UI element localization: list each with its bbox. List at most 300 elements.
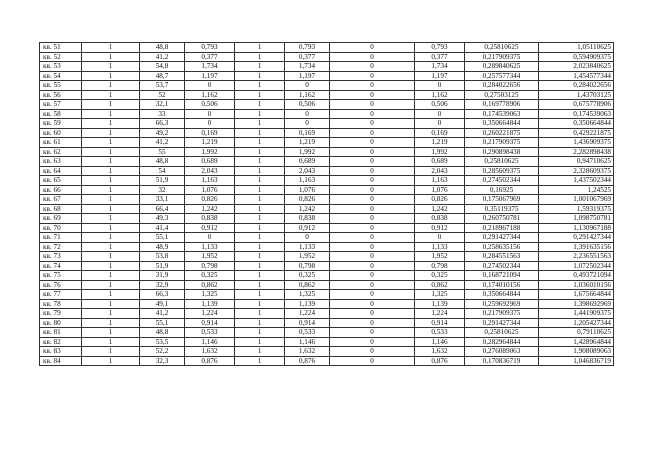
- table-cell: 0,325: [415, 271, 465, 281]
- table-cell: 0,282964844: [465, 337, 539, 347]
- table-cell: 1: [235, 252, 285, 262]
- table-cell: 41,4: [140, 223, 185, 233]
- table-cell: 1,163: [415, 176, 465, 186]
- table-cell: 1,325: [415, 290, 465, 300]
- table-cell: 1: [235, 347, 285, 357]
- table-cell: 2,023840625: [539, 62, 614, 72]
- table-row: [40, 90, 614, 100]
- table-cell: 0,217909375: [465, 309, 539, 319]
- table-cell: 0,94710625: [539, 157, 614, 167]
- table-cell: 0,689: [285, 157, 330, 167]
- table-cell: 1,952: [415, 252, 465, 262]
- table-cell: 1,197: [185, 71, 235, 81]
- table-cell: 1,224: [285, 309, 330, 319]
- table-cell: 32,9: [140, 280, 185, 290]
- table-cell: 1: [235, 309, 285, 319]
- table-cell: 1,908089063: [539, 347, 614, 357]
- table-cell: 1,146: [415, 337, 465, 347]
- table-cell: 1,219: [185, 138, 235, 148]
- table-cell: 1: [82, 271, 140, 281]
- apartment-label-cell: кв. 74: [40, 261, 82, 271]
- table-cell: 0,350664844: [539, 119, 614, 129]
- table-cell: 1: [82, 176, 140, 186]
- table-cell: 1: [82, 280, 140, 290]
- table-cell: 1: [82, 347, 140, 357]
- table-cell: 0: [415, 109, 465, 119]
- table-cell: 1: [82, 119, 140, 129]
- table-cell: 0,876: [285, 356, 330, 366]
- table-cell: 0,914: [285, 318, 330, 328]
- table-cell: 1: [235, 157, 285, 167]
- table-cell: 0: [330, 138, 415, 148]
- table-cell: 1,001067969: [539, 195, 614, 205]
- table-cell: 0,506: [185, 100, 235, 110]
- table-cell: 0,793: [285, 43, 330, 53]
- table-cell: 0: [330, 62, 415, 72]
- table-cell: 0: [330, 318, 415, 328]
- table-cell: 55,1: [140, 233, 185, 243]
- table-cell: 66,4: [140, 204, 185, 214]
- table-row: [40, 309, 614, 319]
- table-cell: 1,734: [185, 62, 235, 72]
- table-cell: 1,952: [185, 252, 235, 262]
- table-row: [40, 337, 614, 347]
- table-cell: 0,290898438: [465, 147, 539, 157]
- table-cell: 1: [235, 176, 285, 186]
- table-cell: 0: [415, 119, 465, 129]
- apartment-label-cell: кв. 60: [40, 128, 82, 138]
- table-cell: 1,076: [285, 185, 330, 195]
- table-cell: 0,350664844: [465, 119, 539, 129]
- table-cell: 1,197: [415, 71, 465, 81]
- table-cell: 0: [330, 204, 415, 214]
- table-cell: 0,217909375: [465, 138, 539, 148]
- table-cell: 0,826: [415, 195, 465, 205]
- table-cell: 0: [330, 52, 415, 62]
- table-cell: 0,862: [285, 280, 330, 290]
- table-cell: 0,533: [285, 328, 330, 338]
- apartment-label-cell: кв. 54: [40, 71, 82, 81]
- table-cell: 0: [330, 119, 415, 129]
- table-cell: 0,79110625: [539, 328, 614, 338]
- table-cell: 1: [82, 223, 140, 233]
- table-cell: 32,3: [140, 356, 185, 366]
- apartment-label-cell: кв. 58: [40, 109, 82, 119]
- table-cell: 1: [235, 271, 285, 281]
- apartment-label-cell: кв. 83: [40, 347, 82, 357]
- table-row: [40, 128, 614, 138]
- table-cell: 0,914: [415, 318, 465, 328]
- table-cell: 1: [235, 43, 285, 53]
- table-row: [40, 318, 614, 328]
- apartment-data-table: [39, 42, 614, 366]
- table-cell: 0,169778906: [465, 100, 539, 110]
- table-cell: 0,325: [285, 271, 330, 281]
- table-cell: 54,8: [140, 62, 185, 72]
- table-cell: 1,162: [285, 90, 330, 100]
- table-cell: 1,076: [415, 185, 465, 195]
- table-cell: 0,862: [185, 280, 235, 290]
- table-cell: 1: [82, 185, 140, 195]
- table-cell: 1,046836719: [539, 356, 614, 366]
- apartment-label-cell: кв. 51: [40, 43, 82, 53]
- table-cell: 0,793: [415, 43, 465, 53]
- table-cell: 1: [82, 261, 140, 271]
- table-cell: 0,594909375: [539, 52, 614, 62]
- table-cell: 0,274502344: [465, 176, 539, 186]
- apartment-label-cell: кв. 78: [40, 299, 82, 309]
- apartment-label-cell: кв. 82: [40, 337, 82, 347]
- table-cell: 0: [185, 109, 235, 119]
- table-cell: 1: [82, 233, 140, 243]
- table-cell: 0: [330, 299, 415, 309]
- table-cell: 1: [82, 100, 140, 110]
- table-row: [40, 176, 614, 186]
- table-cell: 0,284022656: [465, 81, 539, 91]
- table-cell: 0: [285, 81, 330, 91]
- table-cell: 0: [330, 242, 415, 252]
- table-cell: 1: [235, 100, 285, 110]
- table-cell: 0,169: [415, 128, 465, 138]
- apartment-label-cell: кв. 71: [40, 233, 82, 243]
- table-cell: 1: [82, 109, 140, 119]
- table-cell: 1: [235, 185, 285, 195]
- table-cell: 2,043: [185, 166, 235, 176]
- table-cell: 1: [235, 52, 285, 62]
- table-row: [40, 347, 614, 357]
- table-cell: 0,25810625: [465, 43, 539, 53]
- apartment-label-cell: кв. 67: [40, 195, 82, 205]
- table-body: [40, 43, 614, 366]
- table-cell: 0,260750781: [465, 214, 539, 224]
- table-cell: 1: [82, 147, 140, 157]
- table-cell: 1: [82, 195, 140, 205]
- table-cell: 1: [82, 138, 140, 148]
- table-row: [40, 299, 614, 309]
- table-cell: 1,398692969: [539, 299, 614, 309]
- table-cell: 1: [235, 62, 285, 72]
- table-cell: 0,168721094: [465, 271, 539, 281]
- table-cell: 0,285609375: [465, 166, 539, 176]
- table-cell: 1: [235, 214, 285, 224]
- table-cell: 31,9: [140, 271, 185, 281]
- table-cell: 1,428964844: [539, 337, 614, 347]
- table-row: [40, 71, 614, 81]
- table-cell: 0,793: [185, 43, 235, 53]
- table-cell: 0: [285, 109, 330, 119]
- table-cell: 1: [82, 43, 140, 53]
- table-cell: 0: [185, 81, 235, 91]
- table-cell: 32,1: [140, 100, 185, 110]
- table-cell: 1,632: [415, 347, 465, 357]
- table-cell: 0: [330, 223, 415, 233]
- table-cell: 1: [82, 204, 140, 214]
- table-cell: 0: [330, 214, 415, 224]
- table-row: [40, 261, 614, 271]
- table-cell: 1,224: [415, 309, 465, 319]
- table-cell: 52: [140, 90, 185, 100]
- table-cell: 1: [235, 242, 285, 252]
- table-cell: 0: [330, 309, 415, 319]
- table-cell: 0,169: [185, 128, 235, 138]
- table-cell: 33,1: [140, 195, 185, 205]
- table-cell: 1: [82, 62, 140, 72]
- table-cell: 0,798: [285, 261, 330, 271]
- table-cell: 1,242: [285, 204, 330, 214]
- table-cell: 0: [330, 290, 415, 300]
- table-cell: 1,072502344: [539, 261, 614, 271]
- table-row: [40, 109, 614, 119]
- table-cell: 49,2: [140, 128, 185, 138]
- table-row: [40, 252, 614, 262]
- table-cell: 1,242: [185, 204, 235, 214]
- table-cell: 1,139: [415, 299, 465, 309]
- table-cell: 0,291427344: [539, 233, 614, 243]
- table-row: [40, 185, 614, 195]
- table-cell: 1: [235, 233, 285, 243]
- table-cell: 0,838: [185, 214, 235, 224]
- table-cell: 33: [140, 109, 185, 119]
- table-cell: 0: [330, 195, 415, 205]
- table-cell: 1: [82, 157, 140, 167]
- apartment-label-cell: кв. 62: [40, 147, 82, 157]
- table-cell: 0,675778906: [539, 100, 614, 110]
- table-cell: 0,533: [415, 328, 465, 338]
- table-row: [40, 81, 614, 91]
- table-cell: 0,377: [185, 52, 235, 62]
- table-cell: 1,632: [285, 347, 330, 357]
- table-row: [40, 204, 614, 214]
- table-cell: 1,133: [185, 242, 235, 252]
- table-cell: 1: [82, 337, 140, 347]
- table-cell: 0,276089063: [465, 347, 539, 357]
- table-row: [40, 214, 614, 224]
- table-cell: 1: [82, 356, 140, 366]
- table-cell: 1,146: [185, 337, 235, 347]
- table-cell: 0,377: [415, 52, 465, 62]
- table-cell: 0,169: [285, 128, 330, 138]
- table-cell: 0,914: [185, 318, 235, 328]
- table-cell: 1: [235, 119, 285, 129]
- table-cell: 2,282898438: [539, 147, 614, 157]
- table-cell: 0,826: [185, 195, 235, 205]
- table-cell: 1: [235, 81, 285, 91]
- table-cell: 48,8: [140, 328, 185, 338]
- table-cell: 0: [330, 261, 415, 271]
- table-cell: 1,675664844: [539, 290, 614, 300]
- table-cell: 2,043: [285, 166, 330, 176]
- table-cell: 0: [185, 233, 235, 243]
- table-cell: 0,274502344: [465, 261, 539, 271]
- table-cell: 1: [82, 71, 140, 81]
- table-cell: 1: [235, 337, 285, 347]
- table-cell: 0,689: [185, 157, 235, 167]
- table-cell: 0: [330, 356, 415, 366]
- table-cell: 0,284022656: [539, 81, 614, 91]
- table-cell: 1,242: [415, 204, 465, 214]
- table-cell: 0: [330, 147, 415, 157]
- table-row: [40, 100, 614, 110]
- apartment-label-cell: кв. 73: [40, 252, 82, 262]
- table-cell: 1: [82, 81, 140, 91]
- apartment-label-cell: кв. 63: [40, 157, 82, 167]
- table-cell: 0,217909375: [465, 52, 539, 62]
- table-cell: 0: [330, 185, 415, 195]
- table-cell: 0,506: [285, 100, 330, 110]
- table-cell: 1: [82, 214, 140, 224]
- table-cell: 48,9: [140, 242, 185, 252]
- table-cell: 0: [330, 43, 415, 53]
- table-cell: 1: [235, 290, 285, 300]
- table-cell: 1,43703125: [539, 90, 614, 100]
- table-cell: 1,139: [285, 299, 330, 309]
- table-cell: 1: [235, 223, 285, 233]
- table-cell: 1,219: [415, 138, 465, 148]
- table-cell: 0: [330, 90, 415, 100]
- table-cell: 48,8: [140, 43, 185, 53]
- apartment-label-cell: кв. 57: [40, 100, 82, 110]
- table-cell: 2,236551563: [539, 252, 614, 262]
- apartment-label-cell: кв. 52: [40, 52, 82, 62]
- table-cell: 0: [330, 100, 415, 110]
- table-cell: 48,8: [140, 157, 185, 167]
- table-cell: 1,139: [185, 299, 235, 309]
- table-cell: 0: [415, 81, 465, 91]
- table-cell: 1,133: [285, 242, 330, 252]
- table-cell: 0,175067969: [465, 195, 539, 205]
- table-cell: 1: [235, 356, 285, 366]
- table-cell: 1: [235, 71, 285, 81]
- table-row: [40, 271, 614, 281]
- table-cell: 0,174539063: [539, 109, 614, 119]
- table-row: [40, 290, 614, 300]
- table-row: [40, 280, 614, 290]
- table-cell: 1,076: [185, 185, 235, 195]
- table-cell: 1,325: [285, 290, 330, 300]
- table-cell: 1: [235, 280, 285, 290]
- table-cell: 1: [82, 252, 140, 262]
- apartment-label-cell: кв. 53: [40, 62, 82, 72]
- table-cell: 1,05110625: [539, 43, 614, 53]
- table-cell: 1: [82, 309, 140, 319]
- table-cell: 1: [82, 290, 140, 300]
- apartment-label-cell: кв. 77: [40, 290, 82, 300]
- table-cell: 0: [330, 81, 415, 91]
- table-cell: 0: [330, 233, 415, 243]
- table-row: [40, 147, 614, 157]
- table-cell: 1,992: [185, 147, 235, 157]
- apartment-label-cell: кв. 75: [40, 271, 82, 281]
- table-cell: 0,429221875: [539, 128, 614, 138]
- table-cell: 0,912: [185, 223, 235, 233]
- apartment-label-cell: кв. 56: [40, 90, 82, 100]
- table-cell: 0: [330, 337, 415, 347]
- apartment-label-cell: кв. 66: [40, 185, 82, 195]
- table-row: [40, 242, 614, 252]
- apartment-label-cell: кв. 55: [40, 81, 82, 91]
- table-cell: 1: [82, 299, 140, 309]
- table-cell: 51,9: [140, 176, 185, 186]
- table-cell: 1: [235, 109, 285, 119]
- table-cell: 0,325: [185, 271, 235, 281]
- table-cell: 0: [330, 347, 415, 357]
- table-cell: 0: [330, 128, 415, 138]
- table-cell: 0,218967188: [465, 223, 539, 233]
- table-row: [40, 356, 614, 366]
- table-cell: 1,952: [285, 252, 330, 262]
- table-cell: 1,219: [285, 138, 330, 148]
- apartment-label-cell: кв. 61: [40, 138, 82, 148]
- table-cell: 1: [235, 90, 285, 100]
- table-cell: 0: [330, 71, 415, 81]
- table-cell: 0,25810625: [465, 157, 539, 167]
- apartment-label-cell: кв. 81: [40, 328, 82, 338]
- table-row: [40, 223, 614, 233]
- table-cell: 1: [82, 318, 140, 328]
- table-row: [40, 62, 614, 72]
- table-row: [40, 328, 614, 338]
- table-cell: 52,2: [140, 347, 185, 357]
- table-cell: 1,163: [285, 176, 330, 186]
- table-row: [40, 52, 614, 62]
- table-cell: 0: [415, 233, 465, 243]
- table-cell: 1,036010156: [539, 280, 614, 290]
- table-cell: 1,205427344: [539, 318, 614, 328]
- table-row: [40, 119, 614, 129]
- table-cell: 0,260221875: [465, 128, 539, 138]
- table-cell: 1,992: [285, 147, 330, 157]
- table-cell: 54: [140, 166, 185, 176]
- table-cell: 0,174010156: [465, 280, 539, 290]
- table-cell: 0,284551563: [465, 252, 539, 262]
- table-cell: 0,506: [415, 100, 465, 110]
- table-cell: 55: [140, 147, 185, 157]
- table-cell: 1: [235, 318, 285, 328]
- apartment-label-cell: кв. 79: [40, 309, 82, 319]
- table-cell: 0: [285, 119, 330, 129]
- table-cell: 1: [82, 166, 140, 176]
- table-row: [40, 138, 614, 148]
- table-cell: 1,325: [185, 290, 235, 300]
- table-cell: 0,257577344: [465, 71, 539, 81]
- table-cell: 1: [82, 242, 140, 252]
- table-cell: 0: [330, 157, 415, 167]
- table-cell: 1,454577344: [539, 71, 614, 81]
- table-cell: 32: [140, 185, 185, 195]
- table-cell: 1,632: [185, 347, 235, 357]
- table-cell: 1: [235, 147, 285, 157]
- table-cell: 0,876: [415, 356, 465, 366]
- table-cell: 1: [235, 261, 285, 271]
- table-cell: 53,7: [140, 81, 185, 91]
- table-cell: 1,734: [285, 62, 330, 72]
- table-cell: 1,734: [415, 62, 465, 72]
- table-cell: 1,133: [415, 242, 465, 252]
- table-cell: 0,798: [185, 261, 235, 271]
- table-row: [40, 195, 614, 205]
- apartment-label-cell: кв. 69: [40, 214, 82, 224]
- table-cell: 2,043: [415, 166, 465, 176]
- table-cell: 1,130967188: [539, 223, 614, 233]
- table-cell: 0,25810625: [465, 328, 539, 338]
- table-cell: 0,16925: [465, 185, 539, 195]
- apartment-label-cell: кв. 84: [40, 356, 82, 366]
- table-cell: 0: [330, 109, 415, 119]
- table-cell: 1: [82, 52, 140, 62]
- table-cell: 0,689: [415, 157, 465, 167]
- table-row: [40, 157, 614, 167]
- table-cell: 1,224: [185, 309, 235, 319]
